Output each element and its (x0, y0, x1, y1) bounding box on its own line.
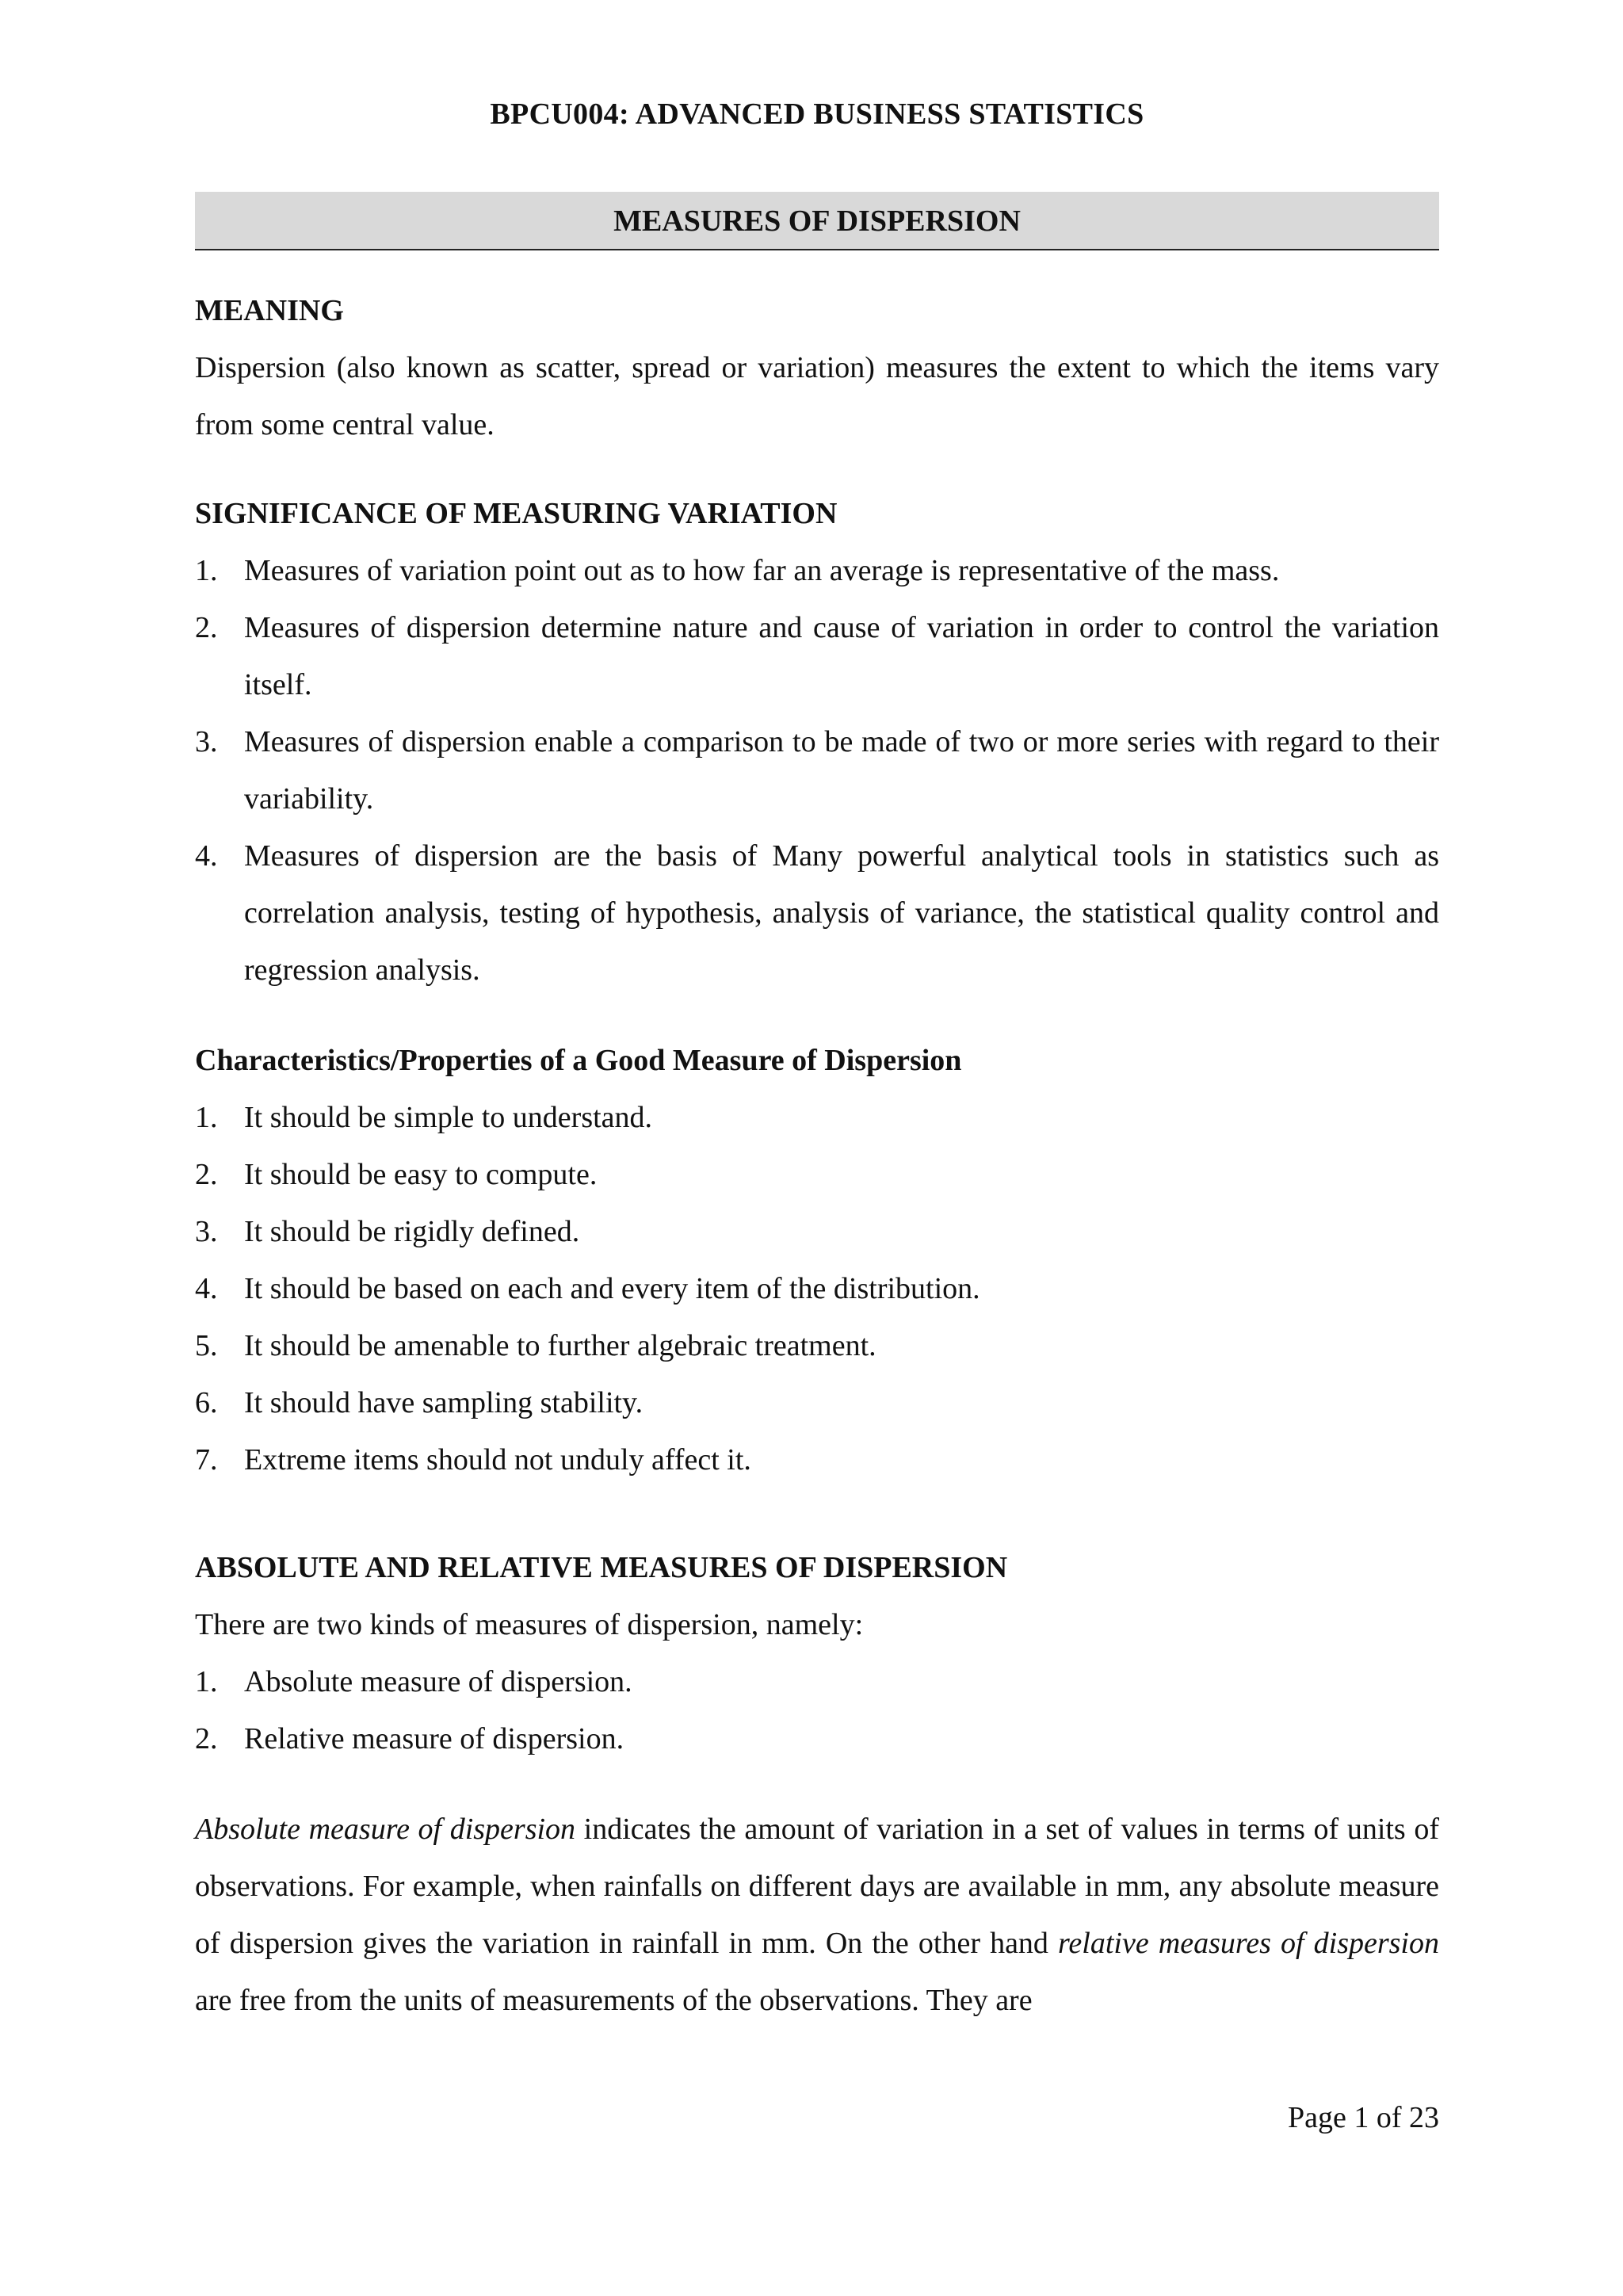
list-item (195, 1653, 1439, 1710)
italic-term: relative measures of dispersion (1058, 1927, 1439, 1960)
list-number: 4. (195, 1272, 218, 1305)
italic-term: Absolute measure of dispersion (195, 1813, 576, 1846)
list-item-text: It should be easy to compute. (244, 1158, 598, 1191)
meaning-paragraph: Dispersion (also known as scatter, spread or variation) measures the extent to which the items vary from some central value. (195, 351, 1439, 441)
list-item (195, 1710, 1439, 1767)
document-page (195, 0, 1439, 2296)
list-number: 2. (195, 611, 218, 644)
list-number: 3. (195, 725, 218, 758)
paragraph-text: indicates the amount of variation in a set of values in terms of units of observations. For example, when rainfalls on different days are available in mm, any absolute measure of dispersion gives the variation in rainfall in mm. On the other hand (195, 1813, 1439, 1960)
list-number: 1. (195, 1101, 218, 1134)
list-item-text: It should be rigidly defined. (244, 1215, 580, 1248)
list-item-text: It should have sampling stability. (244, 1386, 643, 1419)
course-title: BPCU004: ADVANCED BUSINESS STATISTICS (490, 97, 1144, 131)
list-item (195, 1431, 1439, 1488)
absolute-relative-paragraph (195, 1801, 1439, 2029)
paragraph-text: are free from the units of measurements of the observations. They are (195, 1984, 1033, 2017)
characteristics-heading: Characteristics/Properties of a Good Measure of Dispersion (195, 1044, 962, 1077)
list-item (195, 1089, 1439, 1146)
list-item (195, 713, 1439, 827)
list-item-text: It should be based on each and every item of the distribution. (244, 1272, 980, 1305)
list-item (195, 1260, 1439, 1317)
section-title-band: MEASURES OF DISPERSION (195, 192, 1439, 250)
list-item-text: Measures of dispersion enable a comparison to be made of two or more series with regard to their variability. (244, 725, 1439, 816)
list-number: 7. (195, 1443, 218, 1477)
list-item-text: It should be amenable to further algebraic treatment. (244, 1329, 876, 1362)
list-item-text: Extreme items should not unduly affect it. (244, 1443, 751, 1477)
list-item (195, 827, 1439, 999)
list-item-text: Relative measure of dispersion. (244, 1722, 624, 1755)
list-item-text: Measures of variation point out as to how far an average is representative of the mass. (244, 554, 1280, 587)
list-item (195, 542, 1439, 599)
significance-heading: SIGNIFICANCE OF MEASURING VARIATION (195, 497, 838, 530)
significance-list (195, 542, 1439, 999)
list-item-text: It should be simple to understand. (244, 1101, 653, 1134)
list-number: 6. (195, 1386, 218, 1419)
list-number: 2. (195, 1722, 218, 1755)
list-number: 4. (195, 839, 218, 873)
list-item (195, 599, 1439, 713)
list-item-text: Absolute measure of dispersion. (244, 1665, 632, 1698)
list-number: 5. (195, 1329, 218, 1362)
list-item (195, 1317, 1439, 1374)
list-number: 3. (195, 1215, 218, 1248)
meaning-heading: MEANING (195, 294, 344, 327)
list-item-text: Measures of dispersion determine nature and cause of variation in order to control the variation itself. (244, 611, 1439, 701)
list-item (195, 1374, 1439, 1431)
list-number: 2. (195, 1158, 218, 1191)
list-item-text: Measures of dispersion are the basis of Many powerful analytical tools in statistics such as correlation analysis, testing of hypothesis, analysis of variance, the statistical quality control and regression analysis. (244, 839, 1439, 987)
absolute-relative-list (195, 1653, 1439, 1767)
document-body (195, 282, 1439, 2029)
list-item (195, 1146, 1439, 1203)
list-number: 1. (195, 1665, 218, 1698)
page-number: Page 1 of 23 (1287, 2101, 1439, 2134)
characteristics-list (195, 1089, 1439, 1488)
absolute-relative-heading: ABSOLUTE AND RELATIVE MEASURES OF DISPERSION (195, 1551, 1008, 1584)
list-item (195, 1203, 1439, 1260)
absolute-relative-intro: There are two kinds of measures of dispersion, namely: (195, 1608, 864, 1641)
list-number: 1. (195, 554, 218, 587)
